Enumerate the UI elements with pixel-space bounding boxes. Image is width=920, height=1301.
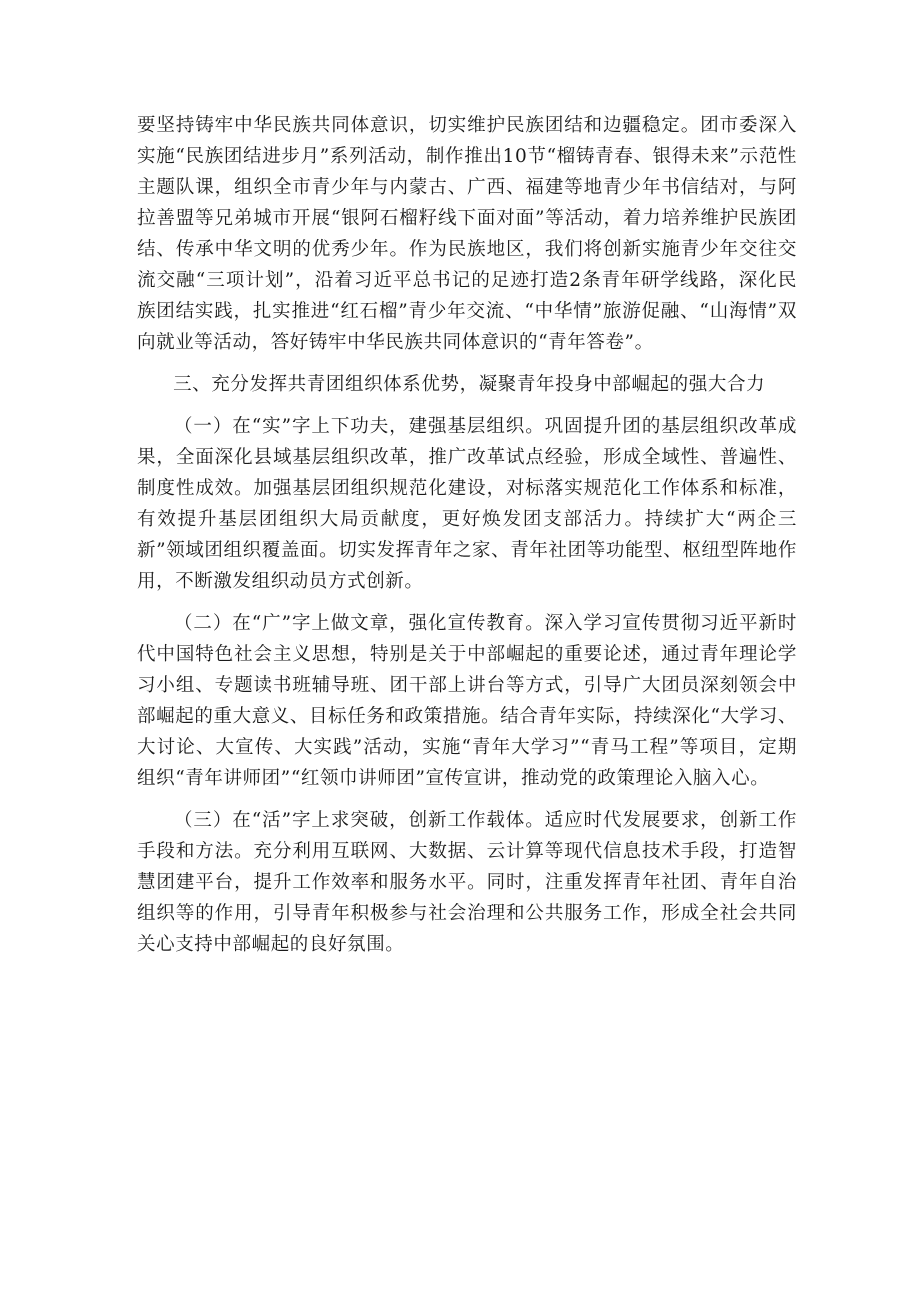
section-heading-three [137,369,797,400]
section-heading-text: 三、充分发挥共青团组织体系优势，凝聚青年投身中部崛起的强大合力 [173,374,766,395]
paragraph-ethnic-unity: 要坚持铸牢中华民族共同体意识，切实维护民族团结和边疆稳定。团市委深入实施“民族团结进步月”系列活动，制作推出10节“榴铸青春、银得未来”示范性主题队课，组织全市青少年与内蒙古、广西、福建等地青少年书信结对，与阿拉善盟等兄弟城市开展“银阿石榴籽线下面对面”等活动，着力培养维护民族团结、传承中华文明的优秀少年。作为民族地区，我们将创新实施青少年交往交流交融“三项计划”，沿着习近平总书记的足迹打造2条青年研学线路，深化民族团结实践，扎实推进“红石榴”青少年交流、“中华情”旅游促融、“山海情”双向就业等活动，答好铸牢中华民族共同体意识的“青年答卷”。 [137,115,797,353]
paragraph-subsection-one: （一）在“实”字上下功夫，建强基层组织。巩固提升团的基层组织改革成果，全面深化县域基层组织改革，推广改革试点经验，形成全域性、普遍性、制度性成效。加强基层团组织规范化建设，对标落实规范化工作体系和标准，有效提升基层团组织大局贡献度，更好焕发团支部活力。持续扩大“两企三新”领域团组织覆盖面。切实发挥青年之家、青年社团等功能型、枢纽型阵地作用，不断激发组织动员方式创新。 [137,416,797,592]
document-body [137,110,797,971]
paragraph-subsection-two: （二）在“广”字上做文章，强化宣传教育。深入学习宣传贯彻习近平新时代中国特色社会主义思想，特别是关于中部崛起的重要论述，通过青年理论学习小组、专题读书班辅导班、团干部上讲台等方式，引导广大团员深刻领会中部崛起的重大意义、目标任务和政策措施。结合青年实际，持续深化“大学习、大讨论、大宣传、大实践”活动，实施“青年大学习”“青马工程”等项目，定期组织“青年讲师团”“红领巾讲师团”宣传宣讲，推动党的政策理论入脑入心。 [137,613,797,789]
paragraph-subsection-three: （三）在“活”字上求突破，创新工作载体。适应时代发展要求，创新工作手段和方法。充分利用互联网、大数据、云计算等现代信息技术手段，打造智慧团建平台，提升工作效率和服务水平。同时，注重发挥青年社团、青年自治组织等的作用，引导青年积极参与社会治理和公共服务工作，形成全社会共同关心支持中部崛起的良好氛围。 [137,810,797,955]
